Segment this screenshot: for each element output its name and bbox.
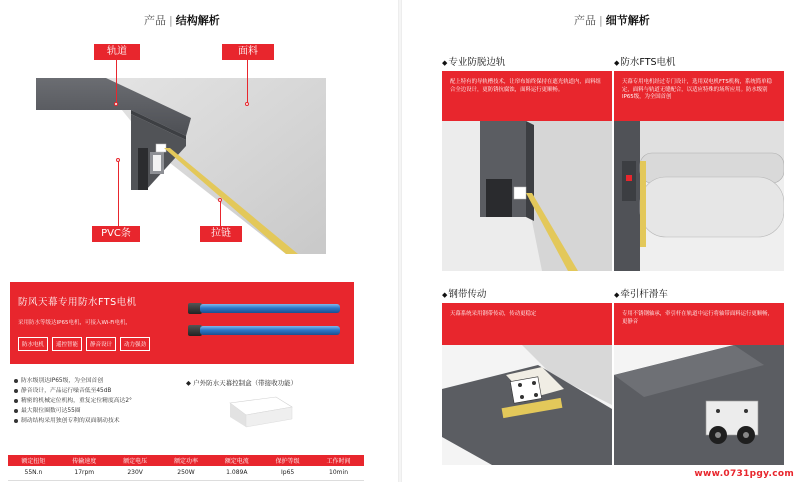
callout-zipper-line [220, 200, 221, 226]
spec-header: 额定电流 [211, 455, 262, 466]
spec-table-header-row [8, 455, 364, 466]
callout-rail-line [116, 60, 117, 104]
spec-cell: 1.089A [211, 466, 262, 480]
callout-fabric-dot [245, 102, 249, 106]
rail-detail-image [442, 121, 612, 271]
motor-tube-1 [200, 304, 340, 313]
panel-description: 专用不锈钢轴承，牵引杆在轨道中运行将轴带面料运行更顺畅，更静音 [614, 303, 784, 345]
spec-header: 额定电压 [110, 455, 161, 466]
callout-zipper-dot [218, 198, 222, 202]
spec-header: 传输速度 [59, 455, 110, 466]
motor-detail-image [614, 121, 784, 271]
callout-zipper: 拉链 [200, 226, 242, 242]
spec-cell: 10min [313, 466, 364, 480]
feature-tag: 遥控智能 [52, 337, 82, 351]
table-row [8, 466, 364, 480]
list-item: 最大限位圈数可达55圈 [14, 406, 132, 416]
motor-feature-list [14, 376, 132, 426]
right-page [400, 0, 800, 482]
callout-pvc-line [118, 160, 119, 226]
panel-description: 天幕系统采用钢带传动，传动更稳定 [442, 303, 612, 345]
callout-fabric: 面料 [222, 44, 274, 60]
spec-header: 工作时间 [313, 455, 364, 466]
spec-cell: 17rpm [59, 466, 110, 480]
feature-tag: 动力强劲 [120, 337, 150, 351]
motor-banner [10, 282, 354, 364]
spec-table [8, 455, 364, 481]
list-item: 精密的机械定位机构，重复定位精度高达2° [14, 396, 132, 406]
spec-header: 额定功率 [161, 455, 212, 466]
spec-cell: 230V [110, 466, 161, 480]
spec-cell: 55N.n [8, 466, 59, 480]
spec-cell: Ip65 [262, 466, 313, 480]
steel-belt-detail-image [442, 345, 612, 465]
panel-description: 配上特有的导轨槽技术，让帘布始终保持在遮光轨道内，面料组合全边设计，更防锈抗腐蚀，面料运行更顺畅。 [442, 71, 612, 121]
rail-fabric-render [36, 78, 326, 254]
callout-pvc: PVC条 [92, 226, 140, 242]
feature-tag: 防水电机 [18, 337, 48, 351]
list-item: 制动结构采用独创专利的双面制动技术 [14, 416, 132, 426]
page-title-details: 产品 | 细节解析 [574, 14, 650, 27]
list-item: 静音设计，产品运行噪音低至45dB [14, 386, 132, 396]
spec-header: 额定扭矩 [8, 455, 59, 466]
panel-title: ◆防水FTS电机 [614, 57, 676, 68]
page-title-structure: 产品 | 结构解析 [144, 14, 220, 27]
watermark: www.0731pgy.com [694, 469, 794, 479]
list-item: 防水级别达IP65级，为全国首创 [14, 376, 132, 386]
callout-fabric-line [247, 60, 248, 104]
rail-structure-illustration [36, 78, 326, 254]
feature-tag: 静音设计 [86, 337, 116, 351]
trolley-detail-image [614, 345, 784, 465]
panel-title: ◆钢带传动 [442, 289, 487, 300]
callout-rail-dot [114, 102, 118, 106]
motor-tube-2 [200, 326, 340, 335]
callout-pvc-dot [116, 158, 120, 162]
spec-cell: 250W [161, 466, 212, 480]
motor-banner-desc: 采用防水等级达IP65电机，可接入Wi-Fi电机， [18, 320, 132, 326]
control-box-title: ◆ 户外防水天幕控制盒（带接收功能） [186, 379, 298, 387]
motor-banner-title: 防风天幕专用防水FTS电机 [18, 297, 137, 308]
control-box-image [226, 393, 296, 429]
spec-header: 保护等级 [262, 455, 313, 466]
panel-title: ◆专业防脱边轨 [442, 57, 506, 68]
panel-title: ◆牵引杆滑车 [614, 289, 668, 300]
callout-rail: 轨道 [94, 44, 140, 60]
motor-feature-tags [18, 337, 150, 351]
panel-description: 天幕专用电机经过专门设计，选用双电机FTS机构，系统简单稳定，面料与轨道无缝配合，以适应特殊的场所应用。防水级别IP65级，为全国首创 [614, 71, 784, 121]
